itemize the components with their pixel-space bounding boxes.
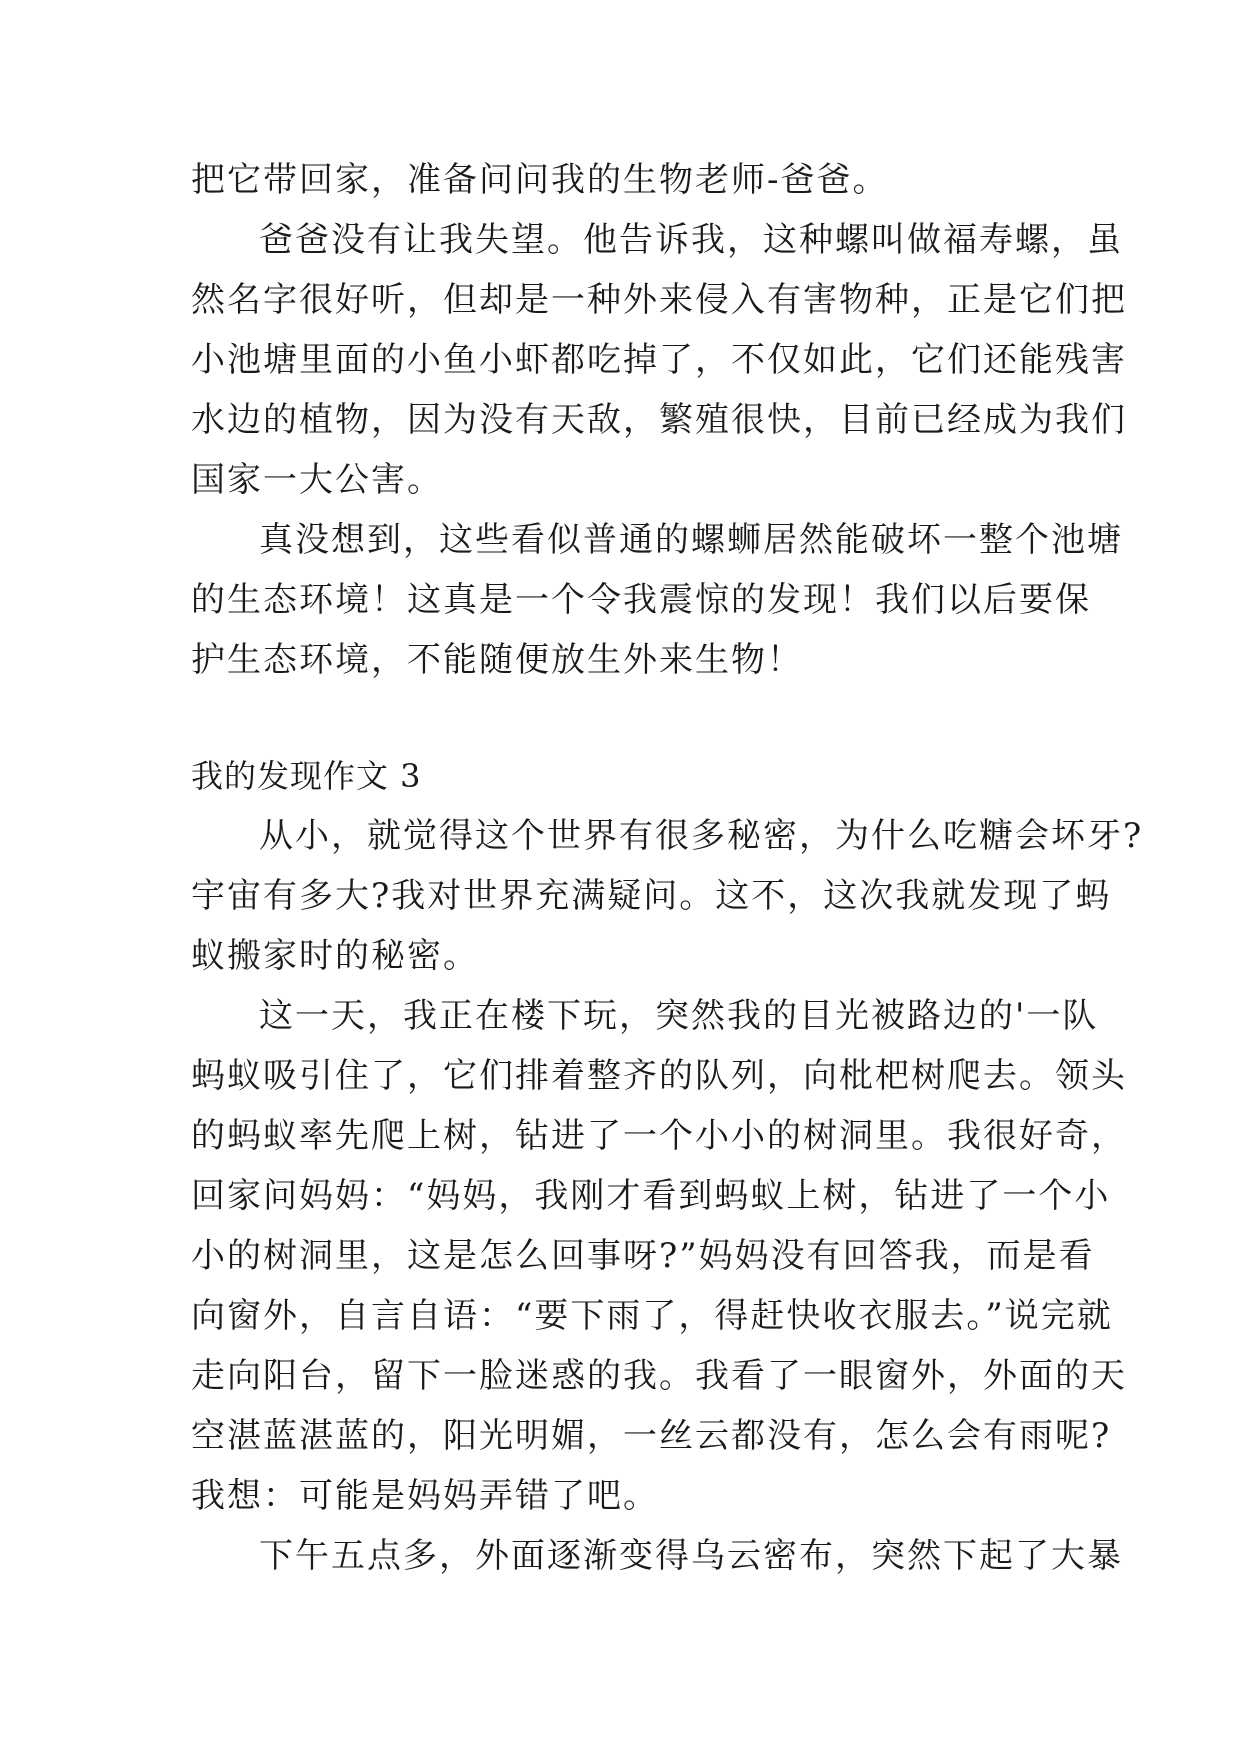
text-line: 小的树洞里，这是怎么回事呀?”妈妈没有回答我，而是看 bbox=[191, 1236, 1095, 1276]
text-line: 国家一大公害。 bbox=[191, 460, 443, 500]
text-line: 水边的植物，因为没有天敌，繁殖很快，目前已经成为我们 bbox=[191, 400, 1127, 440]
text-line: 小池塘里面的小鱼小虾都吃掉了，不仅如此，它们还能残害 bbox=[191, 340, 1127, 380]
text-line: 的蚂蚁率先爬上树，钻进了一个小小的树洞里。我很好奇， bbox=[191, 1116, 1127, 1156]
text-line: 向窗外，自言自语：“要下雨了，得赶快收衣服去。”说完就 bbox=[191, 1296, 1113, 1336]
paragraph-start-line: 这一天，我正在楼下玩，突然我的目光被路边的'一队 bbox=[259, 996, 1099, 1036]
text-line: 我想：可能是妈妈弄错了吧。 bbox=[191, 1476, 659, 1516]
paragraph-start-line: 爸爸没有让我失望。他告诉我，这种螺叫做福寿螺，虽 bbox=[259, 220, 1123, 260]
paragraph-start-line: 下午五点多，外面逐渐变得乌云密布，突然下起了大暴 bbox=[259, 1536, 1123, 1576]
text-line: 把它带回家，准备问问我的生物老师-爸爸。 bbox=[191, 160, 889, 200]
text-line: 宇宙有多大?我对世界充满疑问。这不，这次我就发现了蚂 bbox=[191, 876, 1112, 916]
paragraph-start-line: 从小，就觉得这个世界有很多秘密，为什么吃糖会坏牙? bbox=[259, 816, 1144, 856]
paragraph-start-line: 真没想到，这些看似普通的螺蛳居然能破坏一整个池塘 bbox=[259, 520, 1123, 560]
text-line: 蚁搬家时的秘密。 bbox=[191, 936, 479, 976]
text-line: 的生态环境！这真是一个令我震惊的发现！我们以后要保 bbox=[191, 580, 1091, 620]
text-line: 蚂蚁吸引住了，它们排着整齐的队列，向枇杷树爬去。领头 bbox=[191, 1056, 1127, 1096]
text-line: 空湛蓝湛蓝的，阳光明媚，一丝云都没有，怎么会有雨呢? bbox=[191, 1416, 1112, 1456]
section-2 bbox=[191, 746, 1144, 1586]
text-line: 走向阳台，留下一脸迷惑的我。我看了一眼窗外，外面的天 bbox=[191, 1356, 1127, 1396]
document-page bbox=[191, 150, 1144, 1586]
section-title: 我的发现作文 3 bbox=[191, 757, 422, 795]
section-1 bbox=[191, 150, 1127, 690]
text-line: 然名字很好听，但却是一种外来侵入有害物种，正是它们把 bbox=[191, 280, 1127, 320]
text-line: 护生态环境，不能随便放生外来生物！ bbox=[191, 640, 803, 680]
text-line: 回家问妈妈：“妈妈，我刚才看到蚂蚁上树，钻进了一个小 bbox=[191, 1176, 1111, 1216]
